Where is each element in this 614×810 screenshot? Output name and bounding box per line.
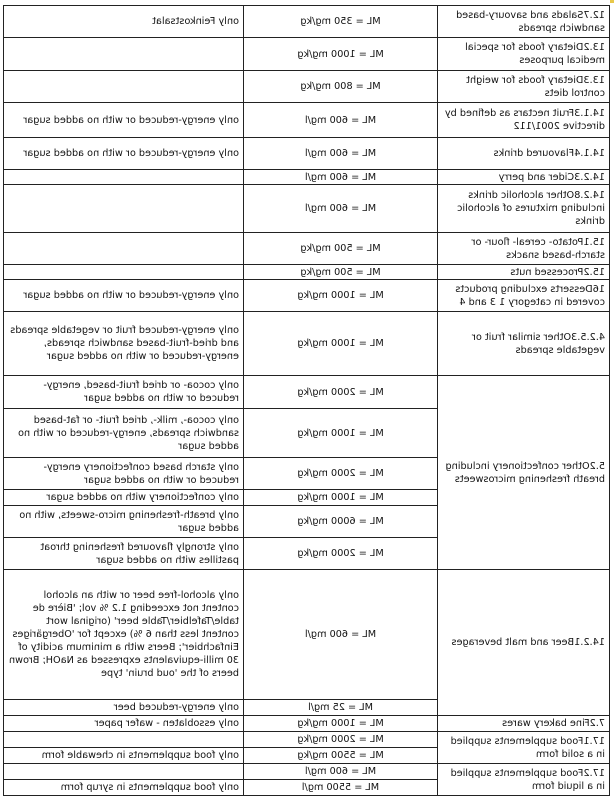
table-row <box>4 170 610 185</box>
restriction-cell: only essoblaten - wafer paper <box>4 716 244 732</box>
max-level-cell: ML = 500 mg/kg <box>244 265 438 280</box>
restriction-cell: only breath-freshening micro-sweets, with no added sugar <box>4 506 244 538</box>
table-row <box>4 233 610 265</box>
restriction-cell: only alcohol-free beer or with an alcohol content not exceeding 1.2 % vol; 'Bière de table/Tafelbier/Table beer' (original wort content less than 6 %) except for 'Obergäriges Einfachbier'; Beers with a minimum acidity of 30 milli-equivalents expressed as NaOH; Brown beers of the 'oud bruin' type <box>4 570 244 700</box>
restriction-cell: only food supplements in syrup form <box>4 780 244 796</box>
restriction-cell: only cocoa-, milk-, dried fruit- or fat-based sandwich spreads, energy-reduced or with no added sugar <box>4 409 244 458</box>
table-row <box>4 265 610 280</box>
table-row <box>4 312 610 376</box>
restriction-cell <box>4 71 244 103</box>
top-accent-mark <box>610 0 614 3</box>
max-level-cell: ML = 600 mg/l <box>244 570 438 700</box>
restriction-cell <box>4 732 244 748</box>
confectionery-category-cell: 5.2Other confectionery including breath freshening microsweets <box>438 376 610 570</box>
max-level-cell: ML = 1000 mg/kg <box>244 38 438 71</box>
max-level-cell: ML = 6000 mg/kg <box>244 506 438 538</box>
restriction-cell: only Feinkostsalat <box>4 6 244 38</box>
max-level-cell: ML = 1000 mg/kg <box>244 312 438 376</box>
restriction-cell: only energy-reduced beer <box>4 700 244 716</box>
table-row <box>4 716 610 732</box>
category-cell: 14.2.3Cider and perry <box>438 170 610 185</box>
max-level-cell: ML = 2000 mg/kg <box>244 376 438 409</box>
max-level-cell: ML = 1000 mg/kg <box>244 280 438 312</box>
restriction-cell: only starch based confectionery energy-reduced or with no added sugar <box>4 458 244 490</box>
restriction-cell <box>4 233 244 265</box>
beer-category-cell: 14.2.1Beer and malt beverages <box>438 570 610 716</box>
max-level-cell: ML = 600 mg/l <box>244 170 438 185</box>
table-row <box>4 71 610 103</box>
restriction-cell: only energy-reduced or with no added sugar <box>4 103 244 138</box>
max-level-cell: ML = 2000 mg/kg <box>244 458 438 490</box>
max-level-cell: ML = 1000 mg/kg <box>244 409 438 458</box>
max-level-cell: ML = 2000 mg/kg <box>244 732 438 748</box>
max-level-cell: ML = 600 mg/l <box>244 138 438 170</box>
table-row <box>4 138 610 170</box>
max-level-cell: ML = 5500 mg/kg <box>244 748 438 764</box>
restriction-cell: only energy-reduced or with no added sugar <box>4 280 244 312</box>
sweetener-limits-table <box>3 5 610 796</box>
restriction-cell <box>4 764 244 780</box>
category-cell: 13.3Dietary foods for weight control diets <box>438 71 610 103</box>
max-level-cell: ML = 5500 mg/l <box>244 780 438 796</box>
max-level-cell: ML = 1000 mg/kg <box>244 716 438 732</box>
category-cell: 16Desserts excluding products covered in category 1 3 and 4 <box>438 280 610 312</box>
max-level-cell: ML = 600 mg/l <box>244 764 438 780</box>
max-level-cell: ML = 500 mg/kg <box>244 233 438 265</box>
max-level-cell: ML = 25 mg/l <box>244 700 438 716</box>
restriction-cell: only strongly flavoured freshening throat pastilles with no added sugar <box>4 538 244 570</box>
category-cell: 7.2Fine bakery wares <box>438 716 610 732</box>
max-level-cell: ML = 2000 mg/kg <box>244 538 438 570</box>
category-cell: 17.1Food supplements supplied in a solid form <box>438 732 610 764</box>
category-cell: 12.7Salads and savoury-based sandwich spreads <box>438 6 610 38</box>
restriction-cell: only cocoa- or dried fruit-based, energy-reduced or with no added sugar <box>4 376 244 409</box>
restriction-cell: only food supplements in chewable form <box>4 748 244 764</box>
table-row <box>4 732 610 748</box>
category-cell: 13.2Dietary foods for special medical purposes <box>438 38 610 71</box>
category-cell: 14.1.3Fruit nectars as defined by directive 2001/112 <box>438 103 610 138</box>
restriction-cell <box>4 185 244 233</box>
max-level-cell: ML = 350 mg/kg <box>244 6 438 38</box>
max-level-cell: ML = 600 mg/l <box>244 103 438 138</box>
category-cell: 15.2Processed nuts <box>438 265 610 280</box>
restriction-cell <box>4 265 244 280</box>
table-row <box>4 764 610 780</box>
max-level-cell: ML = 1000 mg/kg <box>244 490 438 506</box>
category-cell: 4.2.5.3Other similar fruit or vegetable spreads <box>438 312 610 376</box>
category-cell: 17.2Food supplements supplied in a liquid form <box>438 764 610 796</box>
category-cell: 15.1Potato- cereal- flour- or starch-based snacks <box>438 233 610 265</box>
restriction-cell <box>4 38 244 71</box>
restriction-cell: only energy-reduced fruit or vegetable spreads and dried-fruit-based sandwich spreads, energy-reduced or with no added sugar <box>4 312 244 376</box>
category-cell: 14.1.4Flavoured drinks <box>438 138 610 170</box>
table-row <box>4 6 610 38</box>
table-row <box>4 280 610 312</box>
table-row <box>4 570 610 700</box>
max-level-cell: ML = 600 mg/l <box>244 185 438 233</box>
table-row <box>4 376 610 409</box>
table-row <box>4 185 610 233</box>
restriction-cell <box>4 170 244 185</box>
table-row <box>4 103 610 138</box>
max-level-cell: ML = 800 mg/kg <box>244 71 438 103</box>
category-cell: 14.2.8Other alcoholic drinks including mixtures of alcoholic drinks <box>438 185 610 233</box>
restriction-cell: only energy-reduced or with no added sugar <box>4 138 244 170</box>
restriction-cell: only confectionery with no added sugar <box>4 490 244 506</box>
table-row <box>4 38 610 71</box>
